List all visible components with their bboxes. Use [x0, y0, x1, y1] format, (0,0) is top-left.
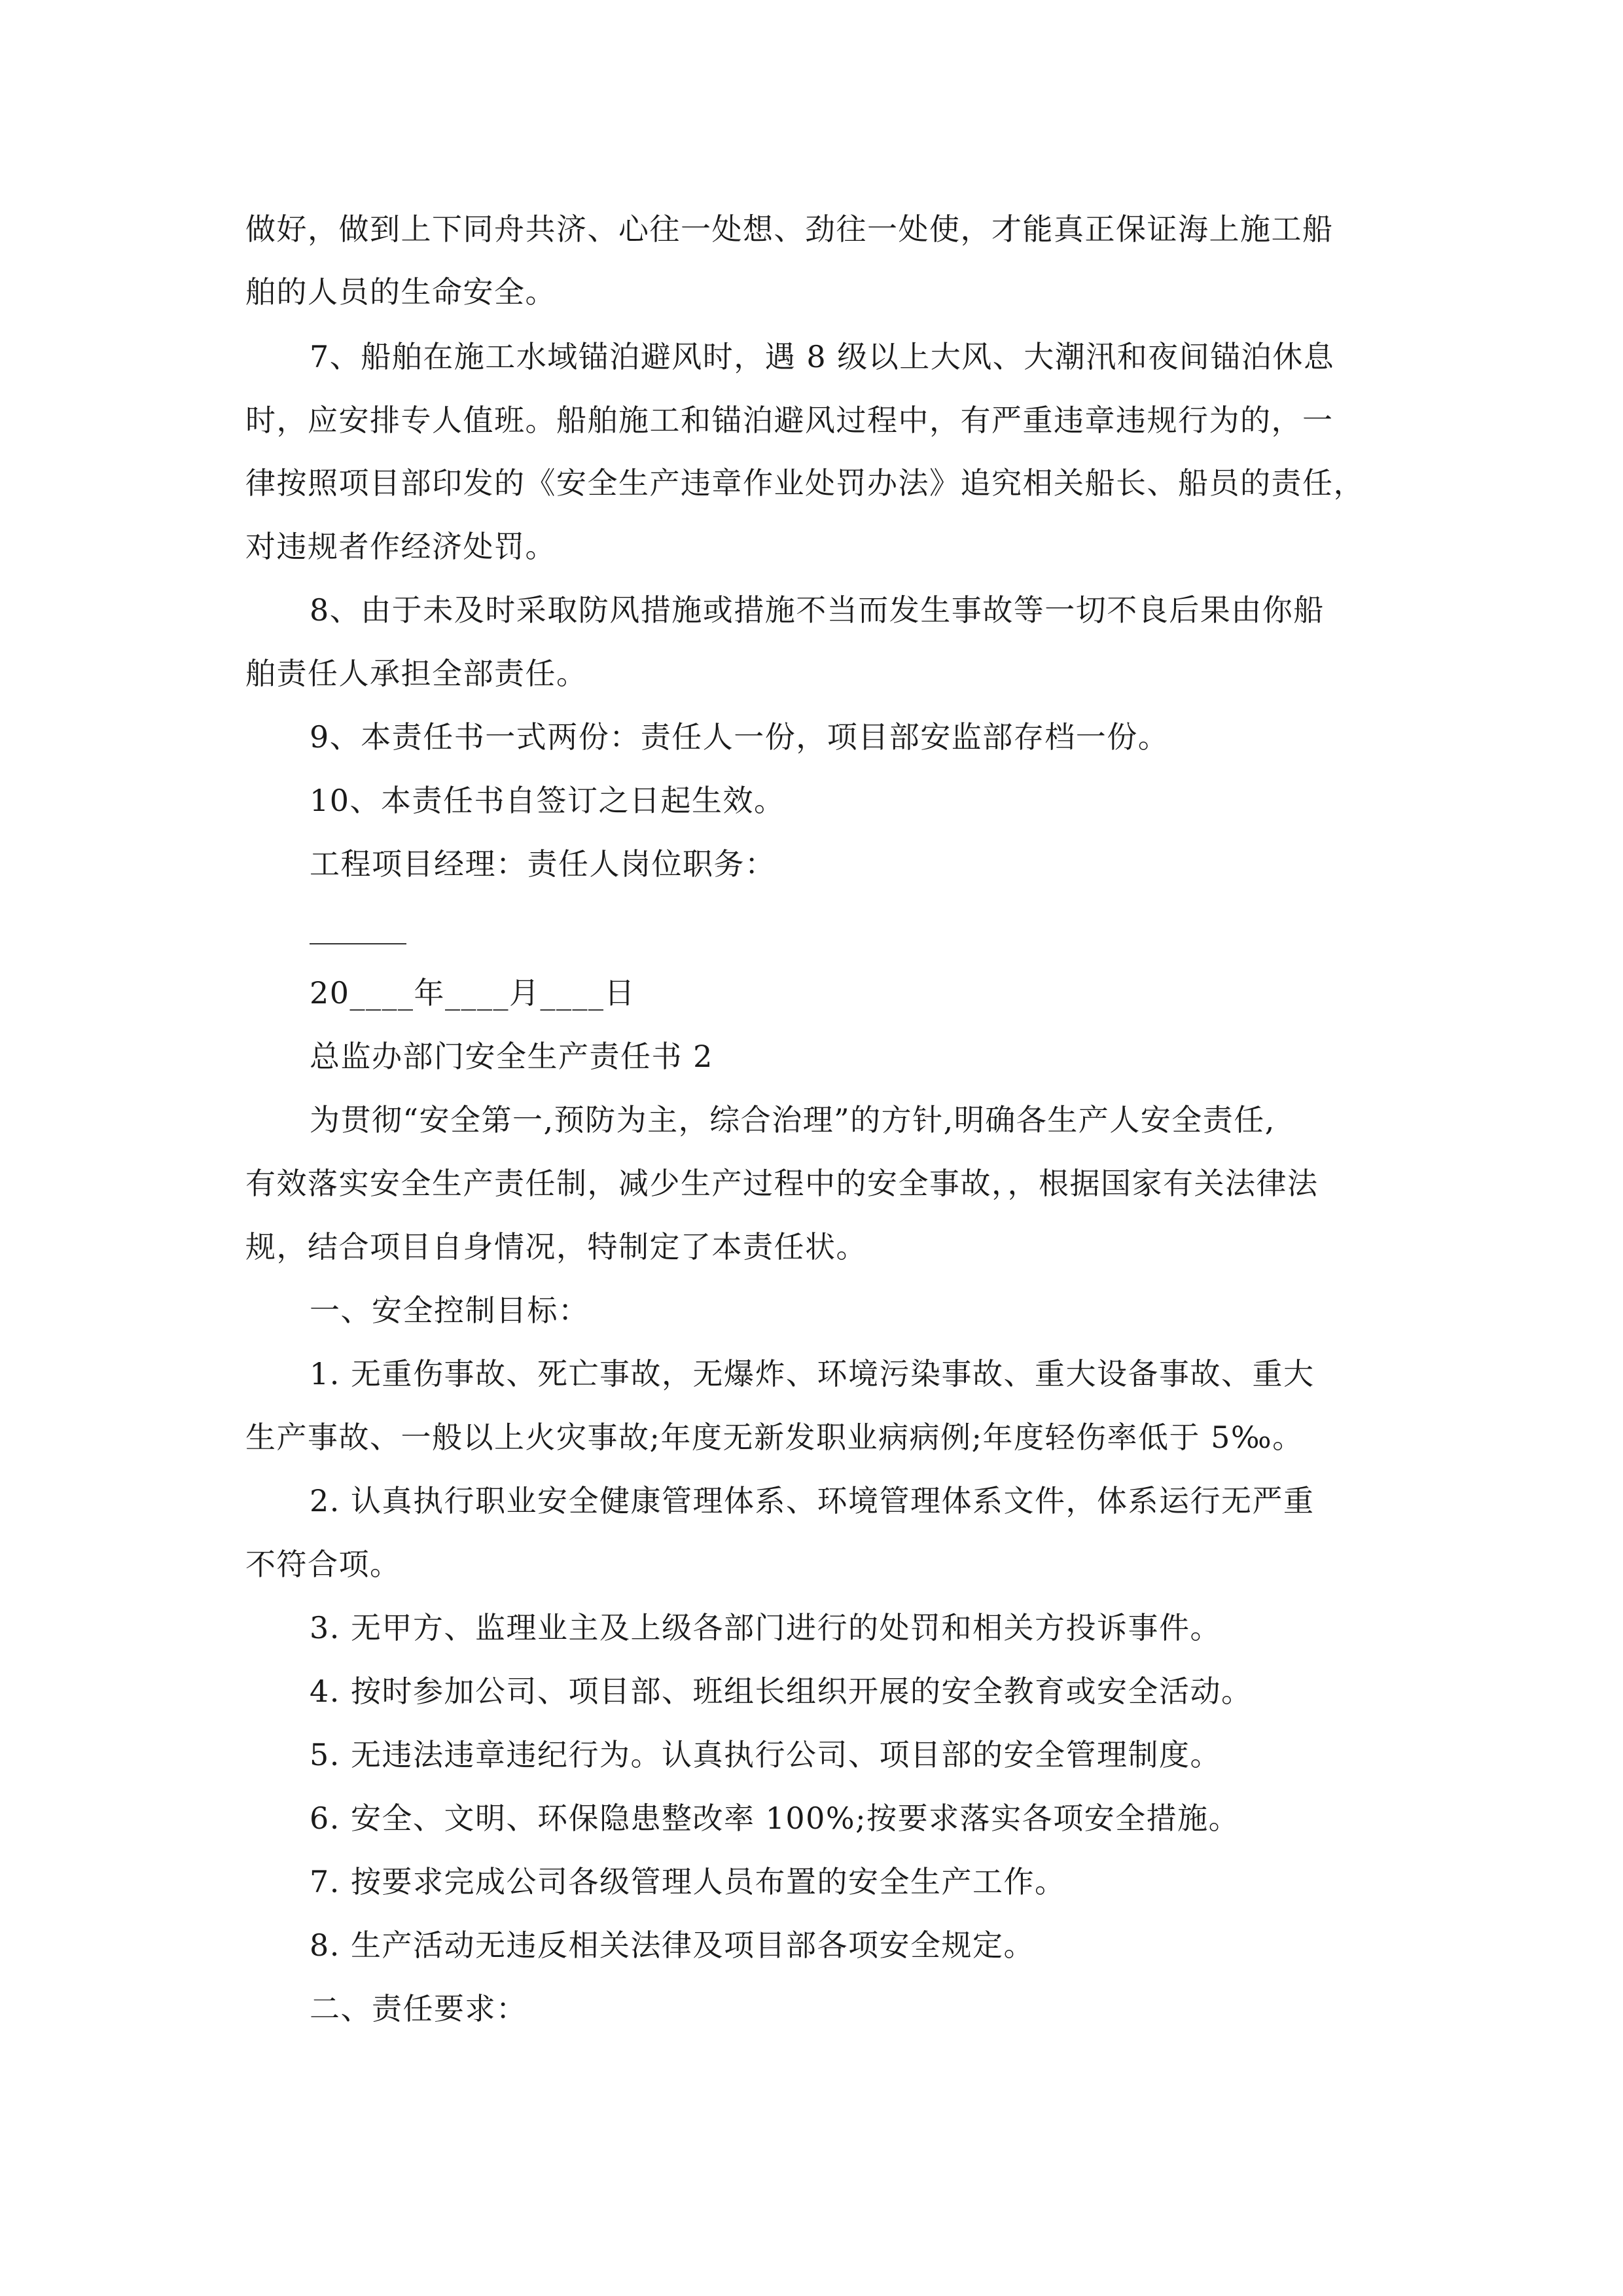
- paragraph-line: 时，应安排专人值班。船舶施工和锚泊避风过程中，有严重违章违规行为的，一: [245, 403, 1334, 438]
- list-item: 3. 无甲方、监理业主及上级各部门进行的处罚和相关方投诉事件。: [310, 1610, 1222, 1645]
- paragraph-line: 舶责任人承担全部责任。: [245, 656, 588, 691]
- paragraph-line: 舶的人员的生命安全。: [245, 274, 556, 310]
- list-item: 4. 按时参加公司、项目部、班组长组织开展的安全教育或安全活动。: [310, 1674, 1253, 1709]
- list-item: 7. 按要求完成公司各级管理人员布置的安全生产工作。: [310, 1864, 1066, 1899]
- section-title: 总监办部门安全生产责任书 2: [310, 1039, 713, 1074]
- paragraph-line: 为贯彻“安全第一,预防为主，综合治理”的方针,明确各生产人安全责任,: [310, 1102, 1275, 1138]
- paragraph-line: 10、本责任书自签订之日起生效。: [310, 783, 785, 818]
- paragraph-line: 规，结合项目自身情况，特制定了本责任状。: [245, 1229, 867, 1265]
- list-item-continuation: 不符合项。: [245, 1547, 401, 1582]
- signature-blank-line: [310, 943, 406, 944]
- paragraph-line: 7、船舶在施工水域锚泊避风时，遇 8 级以上大风、大潮汛和夜间锚泊休息: [310, 339, 1335, 374]
- section-heading: 一、安全控制目标：: [310, 1293, 590, 1328]
- paragraph-line: 对违规者作经济处罚。: [245, 529, 556, 564]
- list-item: 6. 安全、文明、环保隐患整改率 100%;按要求落实各项安全措施。: [310, 1801, 1240, 1836]
- paragraph-line: 9、本责任书一式两份：责任人一份，项目部安监部存档一份。: [310, 719, 1169, 755]
- section-heading: 二、责任要求：: [310, 1991, 527, 2026]
- signature-line: 工程项目经理：责任人岗位职务：: [310, 846, 776, 882]
- date-line: 20____年____月____日: [310, 975, 636, 1011]
- paragraph-line: 8、由于未及时采取防风措施或措施不当而发生事故等一切不良后果由你船: [310, 592, 1325, 628]
- list-item: 5. 无违法违章违纪行为。认真执行公司、项目部的安全管理制度。: [310, 1737, 1222, 1772]
- list-item: 1. 无重伤事故、死亡事故，无爆炸、环境污染事故、重大设备事故、重大: [310, 1356, 1315, 1391]
- list-item: 2. 认真执行职业安全健康管理体系、环境管理体系文件，体系运行无严重: [310, 1483, 1315, 1518]
- paragraph-line: 做好，做到上下同舟共济、心往一处想、劲往一处使，才能真正保证海上施工船: [245, 211, 1334, 247]
- paragraph-line: 律按照项目部印发的《安全生产违章作业处罚办法》追究相关船长、船员的责任，: [245, 465, 1364, 501]
- list-item-continuation: 生产事故、一般以上火灾事故;年度无新发职业病病例;年度轻伤率低于 5‰。: [245, 1420, 1304, 1455]
- paragraph-line: 有效落实安全生产责任制，减少生产过程中的安全事故，，根据国家有关法律法: [245, 1166, 1319, 1201]
- list-item: 8. 生产活动无违反相关法律及项目部各项安全规定。: [310, 1928, 1035, 1963]
